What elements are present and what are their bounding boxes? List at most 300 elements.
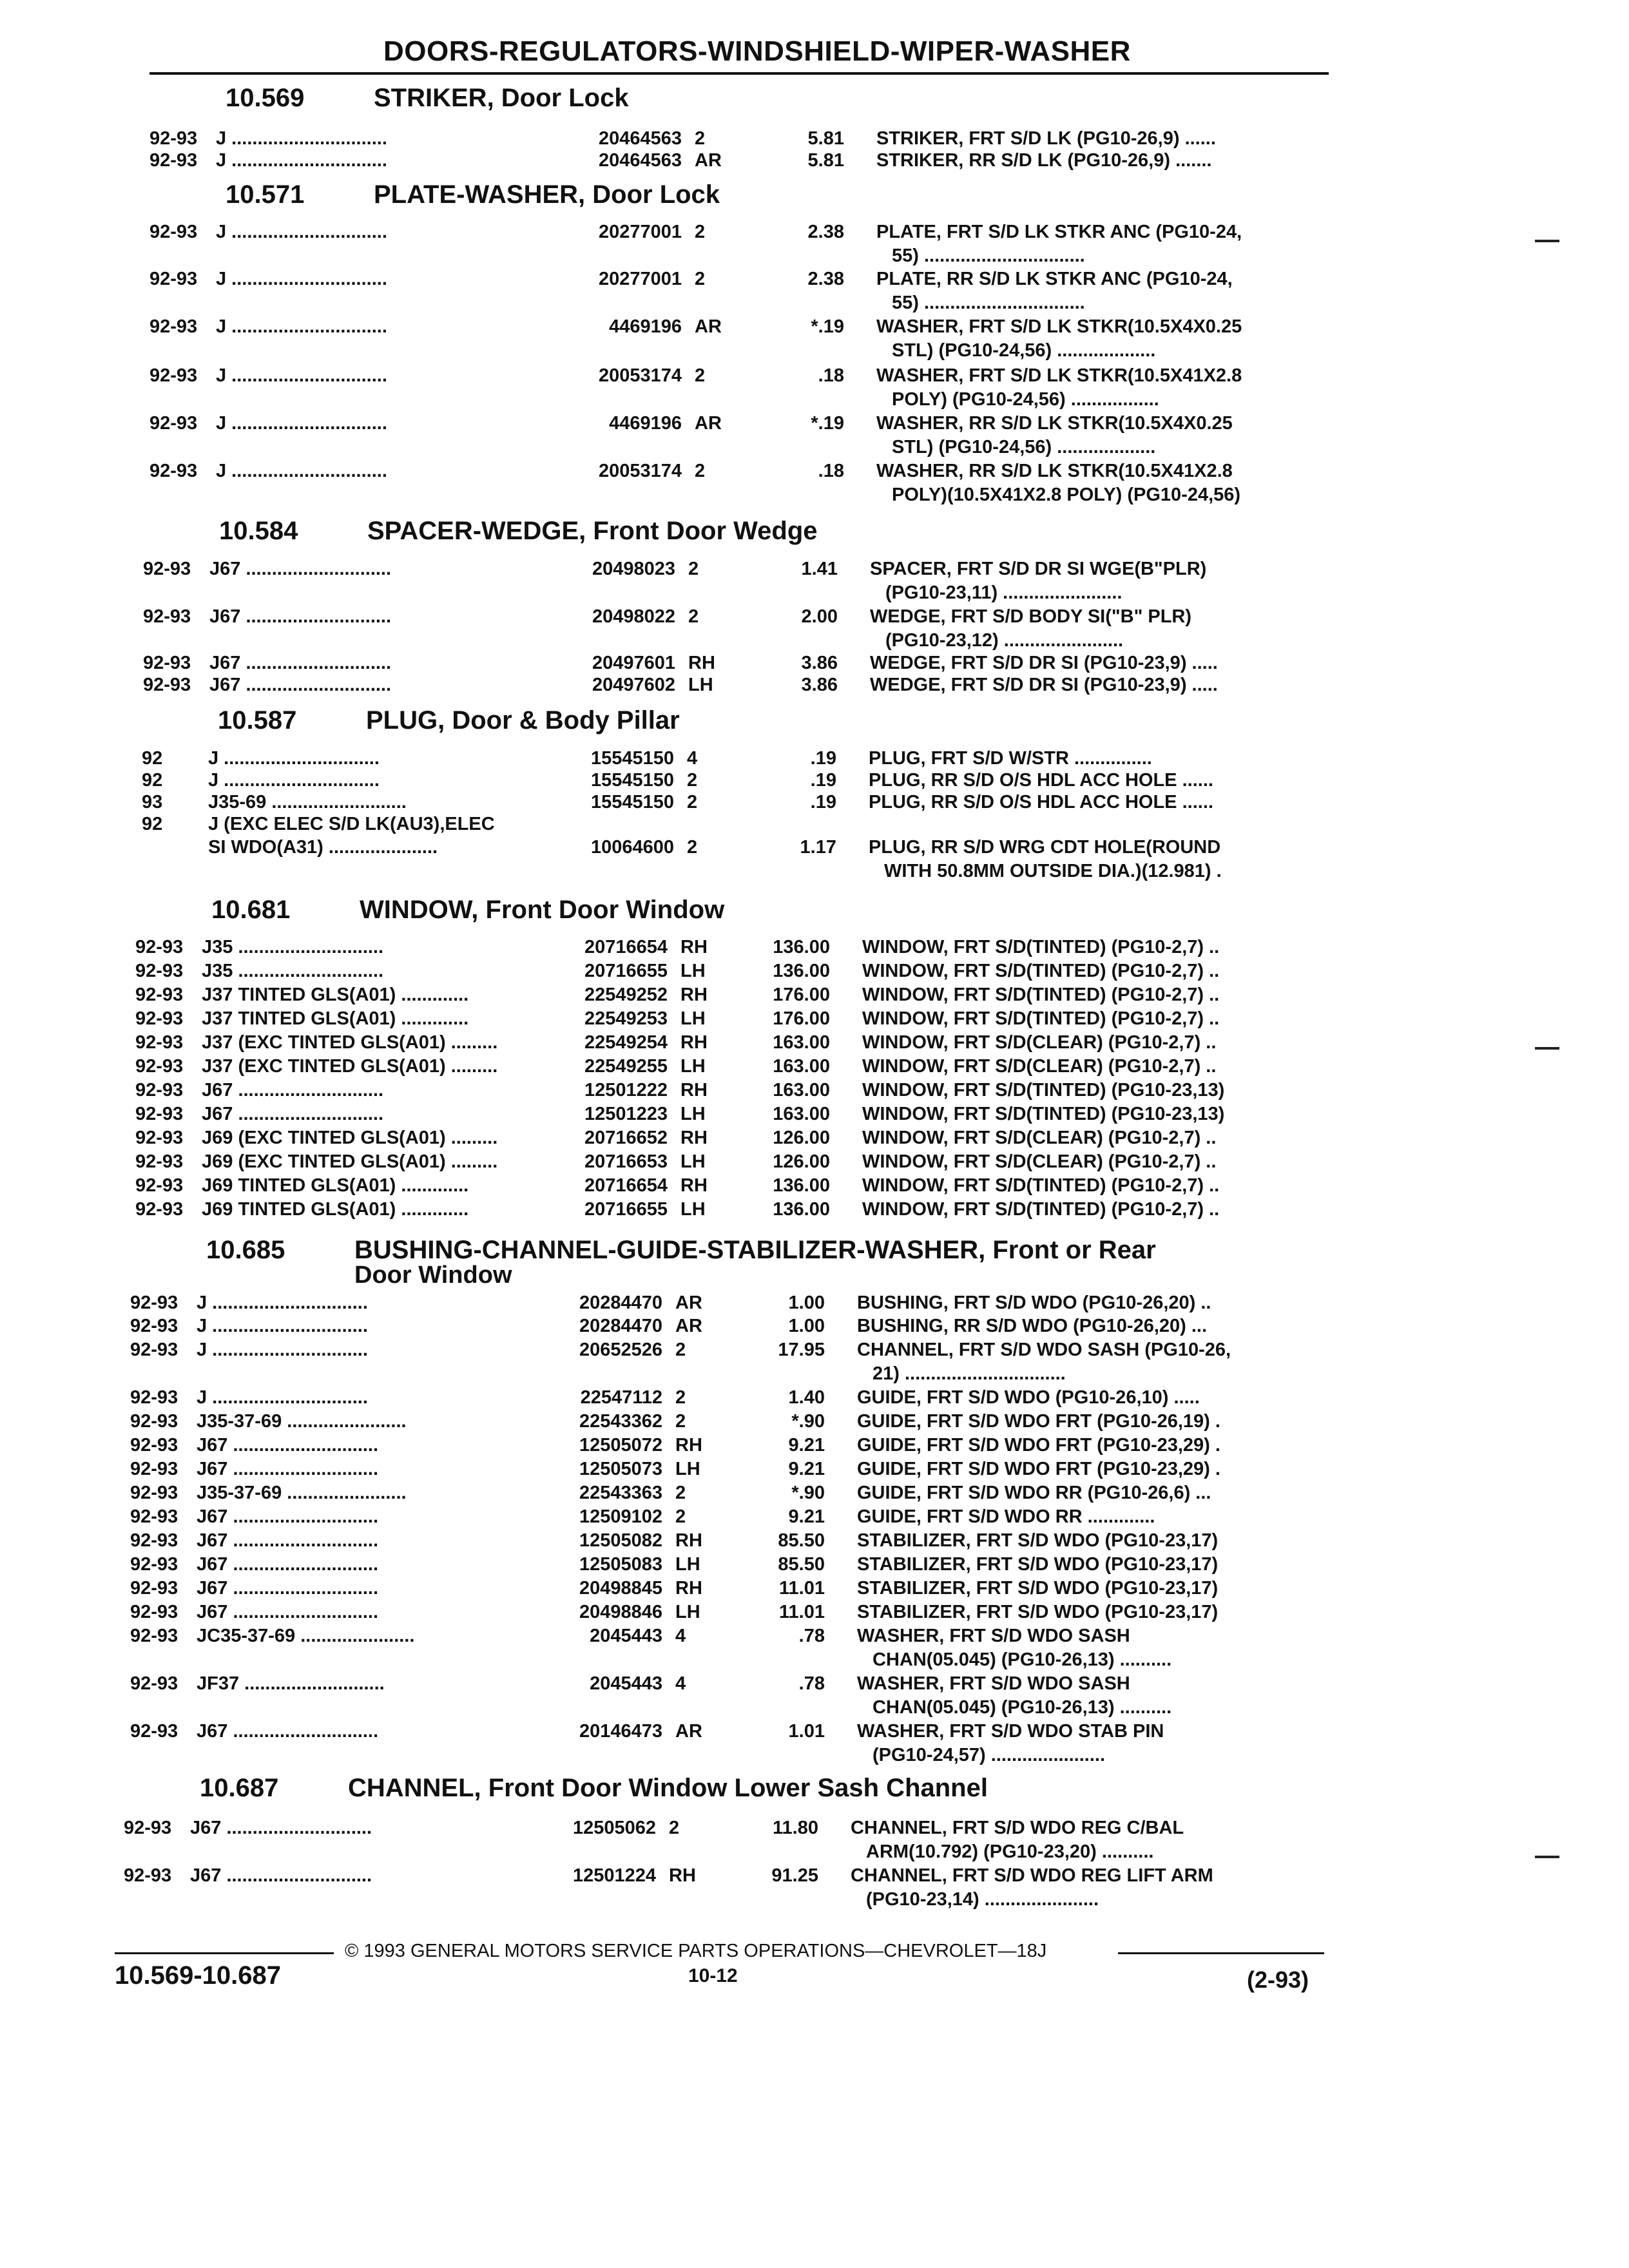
section-number: 10.681 xyxy=(211,896,291,924)
list-price: 163.00 xyxy=(773,1032,830,1053)
model-year: 92-93 xyxy=(135,1104,184,1124)
list-price: 1.01 xyxy=(788,1721,825,1742)
part-number: 20146473 xyxy=(579,1721,662,1742)
part-description: WASHER, RR S/D LK STKR(10.5X41X2.8 xyxy=(876,461,1233,481)
model-code: J67 ............................ xyxy=(209,559,392,579)
quantity: 2 xyxy=(687,792,698,812)
model-code: J35 ............................ xyxy=(202,937,384,957)
part-number: 12509102 xyxy=(579,1506,662,1527)
quantity: RH xyxy=(669,1865,696,1886)
section-number: 10.571 xyxy=(226,180,305,209)
list-price: 9.21 xyxy=(788,1435,825,1456)
list-price: 91.25 xyxy=(771,1865,818,1886)
model-year: 92-93 xyxy=(130,1673,178,1694)
list-price: .19 xyxy=(810,792,836,812)
part-description: GUIDE, FRT S/D WDO FRT (PG10-23,29) . xyxy=(857,1435,1220,1456)
part-description: STABILIZER, FRT S/D WDO (PG10-23,17) xyxy=(857,1602,1219,1622)
part-number: 20716654 xyxy=(584,1175,668,1196)
model-code: J .............................. xyxy=(197,1293,368,1313)
list-price: 11.01 xyxy=(779,1602,825,1622)
model-year: 92-93 xyxy=(149,222,198,242)
part-number: 15545150 xyxy=(590,748,674,769)
part-description: GUIDE, FRT S/D WDO FRT (PG10-26,19) . xyxy=(857,1411,1220,1432)
part-description-continued: ARM(10.792) (PG10-23,20) .......... xyxy=(866,1841,1154,1862)
model-code: J .............................. xyxy=(208,748,380,769)
model-code: J37 TINTED GLS(A01) ............. xyxy=(202,1008,469,1029)
list-price: 3.86 xyxy=(801,675,838,695)
model-year: 92-93 xyxy=(135,1008,184,1029)
quantity: RH xyxy=(675,1578,702,1599)
list-price: 3.86 xyxy=(801,653,838,673)
model-year: 92-93 xyxy=(135,1128,184,1148)
part-description: PLUG, RR S/D WRG CDT HOLE(ROUND xyxy=(869,837,1221,858)
part-description: WINDOW, FRT S/D(CLEAR) (PG10-2,7) .. xyxy=(862,1151,1217,1172)
quantity: AR xyxy=(695,150,722,171)
part-number: 4469196 xyxy=(609,316,682,337)
quantity: RH xyxy=(680,1175,708,1196)
model-code: J67 ............................ xyxy=(190,1865,372,1886)
list-price: 9.21 xyxy=(788,1459,825,1479)
model-code: J .............................. xyxy=(216,150,387,171)
section-title: PLATE-WASHER, Door Lock xyxy=(374,180,720,209)
part-description: WASHER, FRT S/D LK STKR(10.5X41X2.8 xyxy=(876,365,1242,386)
list-price: 136.00 xyxy=(773,937,830,957)
part-number: 20277001 xyxy=(598,269,682,289)
part-number: 22549255 xyxy=(584,1056,668,1077)
part-number: 20053174 xyxy=(598,461,682,481)
model-year: 92-93 xyxy=(135,985,184,1005)
quantity: 2 xyxy=(675,1340,686,1360)
part-description: PLUG, FRT S/D W/STR ............... xyxy=(869,748,1152,769)
quantity: RH xyxy=(675,1530,702,1551)
list-price: 1.40 xyxy=(788,1387,825,1408)
list-price: 9.21 xyxy=(788,1506,825,1527)
part-description-continued: (PG10-23,11) ....................... xyxy=(885,582,1123,603)
model-code: JF37 ........................... xyxy=(197,1673,385,1694)
quantity: LH xyxy=(680,1008,706,1029)
quantity: 2 xyxy=(695,365,706,386)
part-description: BUSHING, RR S/D WDO (PG10-26,20) ... xyxy=(857,1316,1208,1336)
part-description: SPACER, FRT S/D DR SI WGE(B"PLR) xyxy=(870,559,1207,579)
part-number: 20277001 xyxy=(598,222,682,242)
part-description: STRIKER, FRT S/D LK (PG10-26,9) ...... xyxy=(876,128,1216,149)
model-code: J37 (EXC TINTED GLS(A01) ......... xyxy=(202,1056,498,1077)
model-code: J .............................. xyxy=(197,1316,368,1336)
list-price: 163.00 xyxy=(773,1080,830,1100)
model-code: J69 TINTED GLS(A01) ............. xyxy=(202,1199,469,1220)
model-code: J .............................. xyxy=(197,1387,368,1408)
part-description: STABILIZER, FRT S/D WDO (PG10-23,17) xyxy=(857,1578,1219,1599)
part-description: GUIDE, FRT S/D WDO FRT (PG10-23,29) . xyxy=(857,1459,1220,1479)
part-description-continued: STL) (PG10-24,56) ................... xyxy=(892,340,1156,361)
model-code: J .............................. xyxy=(197,1340,368,1360)
part-number: 20498022 xyxy=(592,606,675,627)
model-year: 92-93 xyxy=(143,675,191,695)
quantity: 2 xyxy=(688,559,699,579)
list-price: .19 xyxy=(810,748,836,769)
list-price: 2.38 xyxy=(807,222,844,242)
model-code: J69 (EXC TINTED GLS(A01) ......... xyxy=(202,1128,498,1148)
part-description-continued: (PG10-23,14) ...................... xyxy=(866,1889,1099,1910)
part-number: 20716655 xyxy=(584,961,668,981)
quantity: 2 xyxy=(695,128,706,149)
part-description-continued: POLY)(10.5X41X2.8 POLY) (PG10-24,56) xyxy=(892,485,1241,505)
model-year: 92-93 xyxy=(143,606,191,627)
model-code: J .............................. xyxy=(216,365,387,386)
model-code: J67 ............................ xyxy=(197,1459,379,1479)
quantity: 2 xyxy=(695,461,706,481)
quantity: RH xyxy=(680,937,708,957)
list-price: 5.81 xyxy=(807,128,844,149)
model-code: J67 ............................ xyxy=(197,1506,379,1527)
quantity: RH xyxy=(680,1080,708,1100)
model-year: 92-93 xyxy=(130,1530,178,1551)
section-number: 10.587 xyxy=(218,706,297,735)
quantity: RH xyxy=(688,653,715,673)
model-year: 92-93 xyxy=(130,1340,178,1360)
model-year: 92-93 xyxy=(130,1459,178,1479)
model-code: J67 ............................ xyxy=(197,1578,379,1599)
model-code: J67 ............................ xyxy=(209,606,392,627)
model-year: 92-93 xyxy=(149,316,198,337)
list-price: 1.00 xyxy=(788,1316,825,1336)
model-year: 92-93 xyxy=(130,1293,178,1313)
page-title: DOORS-REGULATORS-WINDSHIELD-WIPER-WASHER xyxy=(383,35,1131,67)
part-number: 20716652 xyxy=(584,1128,668,1148)
part-number: 12501223 xyxy=(584,1104,668,1124)
model-code: J67 ............................ xyxy=(197,1435,379,1456)
part-number: 20497602 xyxy=(592,675,675,695)
model-code: J67 ............................ xyxy=(202,1080,384,1100)
section-range: 10.569-10.687 xyxy=(115,1961,282,1990)
part-number: 12501222 xyxy=(584,1080,668,1100)
part-number: 20652526 xyxy=(579,1340,662,1360)
section-title: WINDOW, Front Door Window xyxy=(360,896,725,924)
part-number: 20053174 xyxy=(598,365,682,386)
quantity: LH xyxy=(680,1151,706,1172)
model-year: 92-93 xyxy=(135,1175,184,1196)
table-row xyxy=(0,1673,1353,1696)
section-number: 10.685 xyxy=(206,1236,285,1264)
part-number: 12505072 xyxy=(579,1435,662,1456)
revision-date: (2-93) xyxy=(1247,1966,1309,1993)
section-title: STRIKER, Door Lock xyxy=(374,84,629,112)
part-description: PLATE, RR S/D LK STKR ANC (PG10-24, xyxy=(876,269,1233,289)
model-year: 92-93 xyxy=(130,1626,178,1646)
part-number: 20498846 xyxy=(579,1602,662,1622)
list-price: 136.00 xyxy=(773,961,830,981)
table-row xyxy=(0,1625,1353,1648)
quantity: RH xyxy=(680,1032,708,1053)
part-description: WINDOW, FRT S/D(TINTED) (PG10-2,7) .. xyxy=(862,1175,1220,1196)
part-description: STABILIZER, FRT S/D WDO (PG10-23,17) xyxy=(857,1554,1219,1575)
part-number: 22549252 xyxy=(584,985,668,1005)
part-description-continued: STL) (PG10-24,56) ................... xyxy=(892,437,1156,457)
model-year: 92-93 xyxy=(143,653,191,673)
quantity: 2 xyxy=(695,222,706,242)
quantity: LH xyxy=(680,1056,706,1077)
model-year: 92-93 xyxy=(124,1818,172,1838)
model-year: 92-93 xyxy=(130,1578,178,1599)
model-year: 92-93 xyxy=(149,413,198,434)
list-price: 17.95 xyxy=(778,1340,825,1360)
list-price: .18 xyxy=(818,365,844,386)
part-description-continued: CHAN(05.045) (PG10-26,13) .......... xyxy=(872,1649,1172,1670)
quantity: 4 xyxy=(675,1626,686,1646)
quantity: 2 xyxy=(687,837,698,858)
part-description: WINDOW, FRT S/D(TINTED) (PG10-2,7) .. xyxy=(862,1008,1220,1029)
part-description: WINDOW, FRT S/D(TINTED) (PG10-23,13) xyxy=(862,1080,1225,1100)
list-price: 11.01 xyxy=(779,1578,825,1599)
section-title: PLUG, Door & Body Pillar xyxy=(366,706,680,735)
margin-mark xyxy=(1535,1047,1559,1050)
part-number: 12505062 xyxy=(572,1818,656,1838)
model-code: J35 ............................ xyxy=(202,961,384,981)
section-number: 10.569 xyxy=(226,84,305,112)
model-code: J37 TINTED GLS(A01) ............. xyxy=(202,985,469,1005)
model-code: J .............................. xyxy=(208,770,380,791)
model-code: JC35-37-69 ...................... xyxy=(197,1626,415,1646)
model-code: J69 (EXC TINTED GLS(A01) ......... xyxy=(202,1151,498,1172)
margin-mark xyxy=(1535,1856,1559,1858)
quantity: AR xyxy=(675,1721,702,1742)
model-code: J37 (EXC TINTED GLS(A01) ......... xyxy=(202,1032,498,1053)
model-code: J67 ............................ xyxy=(202,1104,384,1124)
header-rule xyxy=(149,72,1329,75)
section-number: 10.687 xyxy=(200,1774,279,1802)
list-price: 1.41 xyxy=(801,559,838,579)
page-number: 10-12 xyxy=(688,1965,738,1986)
part-description: STRIKER, RR S/D LK (PG10-26,9) ....... xyxy=(876,150,1212,171)
list-price: 126.00 xyxy=(773,1151,830,1172)
model-code: J67 ............................ xyxy=(209,675,392,695)
model-code: J .............................. xyxy=(216,128,387,149)
list-price: 176.00 xyxy=(773,985,830,1005)
list-price: *.90 xyxy=(791,1483,825,1503)
section-title-continued: Door Window xyxy=(354,1262,512,1289)
part-number: 12505082 xyxy=(579,1530,662,1551)
part-number: 22547112 xyxy=(580,1387,662,1408)
model-year: 92-93 xyxy=(135,961,184,981)
quantity: 2 xyxy=(695,269,706,289)
model-year: 92 xyxy=(142,748,163,769)
part-description: PLUG, RR S/D O/S HDL ACC HOLE ...... xyxy=(869,770,1213,791)
quantity: 2 xyxy=(669,1818,680,1838)
part-description: WINDOW, FRT S/D(CLEAR) (PG10-2,7) .. xyxy=(862,1128,1217,1148)
part-description-continued: POLY) (PG10-24,56) ................. xyxy=(892,389,1159,410)
quantity: 4 xyxy=(675,1673,686,1694)
model-year: 92-93 xyxy=(143,559,191,579)
part-number: 12505073 xyxy=(579,1459,662,1479)
part-number: 2045443 xyxy=(590,1673,662,1694)
list-price: 2.00 xyxy=(801,606,838,627)
quantity: LH xyxy=(675,1459,700,1479)
part-description: GUIDE, FRT S/D WDO (PG10-26,10) ..... xyxy=(857,1387,1200,1408)
part-description: WASHER, FRT S/D WDO SASH xyxy=(857,1626,1130,1646)
part-description: GUIDE, FRT S/D WDO RR ............. xyxy=(857,1506,1155,1527)
model-year: 92 xyxy=(142,814,163,834)
section-number: 10.584 xyxy=(219,517,298,545)
part-number: 15545150 xyxy=(590,770,674,791)
model-year: 92-93 xyxy=(149,128,198,149)
list-price: 85.50 xyxy=(778,1554,825,1575)
model-year: 92-93 xyxy=(135,1199,184,1220)
model-year: 92-93 xyxy=(130,1411,178,1432)
list-price: .78 xyxy=(798,1673,825,1694)
list-price: 176.00 xyxy=(773,1008,830,1029)
part-description-continued: WITH 50.8MM OUTSIDE DIA.)(12.981) . xyxy=(884,861,1222,881)
part-description: PLUG, RR S/D O/S HDL ACC HOLE ...... xyxy=(869,792,1213,812)
quantity: LH xyxy=(688,675,713,695)
model-year: 92-93 xyxy=(149,461,198,481)
part-number: 4469196 xyxy=(609,413,682,434)
part-description-continued: (PG10-23,12) ....................... xyxy=(885,630,1124,651)
list-price: 126.00 xyxy=(773,1128,830,1148)
model-year: 92-93 xyxy=(135,1056,184,1077)
model-year: 92-93 xyxy=(149,150,198,171)
model-code: J67 ............................ xyxy=(197,1554,379,1575)
model-year: 92-93 xyxy=(149,269,198,289)
list-price: 1.17 xyxy=(800,837,836,858)
model-year: 92-93 xyxy=(124,1865,172,1886)
part-number: 22549253 xyxy=(584,1008,668,1029)
model-code: J .............................. xyxy=(216,269,387,289)
part-number: 20716653 xyxy=(584,1151,668,1172)
model-code: J67 ............................ xyxy=(209,653,392,673)
part-number: 2045443 xyxy=(590,1626,662,1646)
part-description: WASHER, RR S/D LK STKR(10.5X4X0.25 xyxy=(876,413,1233,434)
model-code: J .............................. xyxy=(216,461,387,481)
part-description: CHANNEL, FRT S/D WDO SASH (PG10-26, xyxy=(857,1340,1231,1360)
quantity: LH xyxy=(680,1104,706,1124)
part-description: WINDOW, FRT S/D(TINTED) (PG10-2,7) .. xyxy=(862,937,1220,957)
model-year: 92-93 xyxy=(130,1554,178,1575)
footer-rule-right xyxy=(1118,1952,1324,1954)
list-price: 85.50 xyxy=(778,1530,825,1551)
part-description: WINDOW, FRT S/D(TINTED) (PG10-23,13) xyxy=(862,1104,1225,1124)
part-description: PLATE, FRT S/D LK STKR ANC (PG10-24, xyxy=(876,222,1242,242)
part-number: 20716655 xyxy=(584,1199,668,1220)
list-price: *.19 xyxy=(811,413,844,434)
part-number: 15545150 xyxy=(590,792,674,812)
model-year: 92-93 xyxy=(135,1151,184,1172)
model-year: 92-93 xyxy=(130,1506,178,1527)
margin-mark xyxy=(1535,240,1559,242)
quantity: 2 xyxy=(675,1387,686,1408)
list-price: 5.81 xyxy=(807,150,844,171)
quantity: 2 xyxy=(675,1506,686,1527)
part-number: 20716654 xyxy=(584,937,668,957)
model-code: J .............................. xyxy=(216,413,387,434)
part-number: 20497601 xyxy=(592,653,675,673)
table-row xyxy=(0,813,1353,836)
model-year: 92-93 xyxy=(130,1602,178,1622)
part-number: 10064600 xyxy=(590,837,674,858)
list-price: 136.00 xyxy=(773,1199,830,1220)
part-description: WINDOW, FRT S/D(TINTED) (PG10-2,7) .. xyxy=(862,985,1220,1005)
quantity: LH xyxy=(675,1554,700,1575)
part-description: WEDGE, FRT S/D DR SI (PG10-23,9) ..... xyxy=(870,675,1218,695)
model-year: 92-93 xyxy=(130,1387,178,1408)
model-year: 92-93 xyxy=(149,365,198,386)
quantity: AR xyxy=(695,413,722,434)
list-price: 1.00 xyxy=(788,1293,825,1313)
model-year: 93 xyxy=(142,792,163,812)
model-year: 92-93 xyxy=(135,1032,184,1053)
list-price: 136.00 xyxy=(773,1175,830,1196)
model-code: J67 ............................ xyxy=(197,1721,379,1742)
model-code: J .............................. xyxy=(216,222,387,242)
part-description: STABILIZER, FRT S/D WDO (PG10-23,17) xyxy=(857,1530,1219,1551)
part-description: WINDOW, FRT S/D(TINTED) (PG10-2,7) .. xyxy=(862,1199,1220,1220)
quantity: 2 xyxy=(688,606,699,627)
section-title: SPACER-WEDGE, Front Door Wedge xyxy=(367,517,818,545)
list-price: *.90 xyxy=(791,1411,825,1432)
section-title: BUSHING-CHANNEL-GUIDE-STABILIZER-WASHER, Front or Rear xyxy=(354,1236,1156,1264)
model-year: 92-93 xyxy=(130,1435,178,1456)
quantity: LH xyxy=(680,1199,706,1220)
part-description-continued: 55) ............................... xyxy=(892,293,1085,313)
part-description-continued: (PG10-24,57) ...................... xyxy=(872,1745,1106,1765)
part-description: GUIDE, FRT S/D WDO RR (PG10-26,6) ... xyxy=(857,1483,1211,1503)
quantity: RH xyxy=(680,1128,708,1148)
part-description: WASHER, FRT S/D LK STKR(10.5X4X0.25 xyxy=(876,316,1242,337)
quantity: 2 xyxy=(675,1483,686,1503)
list-price: 2.38 xyxy=(807,269,844,289)
model-code: J69 TINTED GLS(A01) ............. xyxy=(202,1175,469,1196)
part-number: 22543363 xyxy=(579,1483,662,1503)
model-code: J67 ............................ xyxy=(197,1602,379,1622)
model-code: J35-69 .......................... xyxy=(208,792,407,812)
part-number: 20464563 xyxy=(598,150,682,171)
list-price: .78 xyxy=(798,1626,825,1646)
model-code: J .............................. xyxy=(216,316,387,337)
part-number: 22543362 xyxy=(579,1411,662,1432)
list-price: 163.00 xyxy=(773,1056,830,1077)
part-description-continued: 55) ............................... xyxy=(892,245,1085,266)
quantity: 4 xyxy=(687,748,698,769)
part-number: 12501224 xyxy=(572,1865,656,1886)
part-description: CHANNEL, FRT S/D WDO REG C/BAL xyxy=(851,1818,1184,1838)
section-title: CHANNEL, Front Door Window Lower Sash Channel xyxy=(348,1774,988,1802)
model-code: J67 ............................ xyxy=(190,1818,372,1838)
footer-rule-left xyxy=(115,1952,334,1954)
part-description: WINDOW, FRT S/D(TINTED) (PG10-2,7) .. xyxy=(862,961,1220,981)
model-code: J35-37-69 ....................... xyxy=(197,1411,407,1432)
part-description: BUSHING, FRT S/D WDO (PG10-26,20) .. xyxy=(857,1293,1211,1313)
part-description-continued: CHAN(05.045) (PG10-26,13) .......... xyxy=(872,1697,1172,1718)
model-code: J (EXC ELEC S/D LK(AU3),ELEC xyxy=(208,814,495,834)
model-year: 92-93 xyxy=(130,1721,178,1742)
quantity: LH xyxy=(675,1602,700,1622)
quantity: AR xyxy=(675,1316,702,1336)
part-number: 20284470 xyxy=(579,1293,662,1313)
quantity: AR xyxy=(675,1293,702,1313)
model-year: 92-93 xyxy=(130,1483,178,1503)
quantity: 2 xyxy=(675,1411,686,1432)
model-code: J67 ............................ xyxy=(197,1530,379,1551)
list-price: .19 xyxy=(810,770,836,791)
part-number: 22549254 xyxy=(584,1032,668,1053)
part-number: 20498845 xyxy=(579,1578,662,1599)
quantity: RH xyxy=(675,1435,702,1456)
list-price: .18 xyxy=(818,461,844,481)
part-description: WASHER, FRT S/D WDO SASH xyxy=(857,1673,1130,1694)
part-description: CHANNEL, FRT S/D WDO REG LIFT ARM xyxy=(851,1865,1213,1886)
model-year: 92-93 xyxy=(135,1080,184,1100)
part-number: 20498023 xyxy=(592,559,675,579)
part-description: WEDGE, FRT S/D BODY SI("B" PLR) xyxy=(870,606,1192,627)
